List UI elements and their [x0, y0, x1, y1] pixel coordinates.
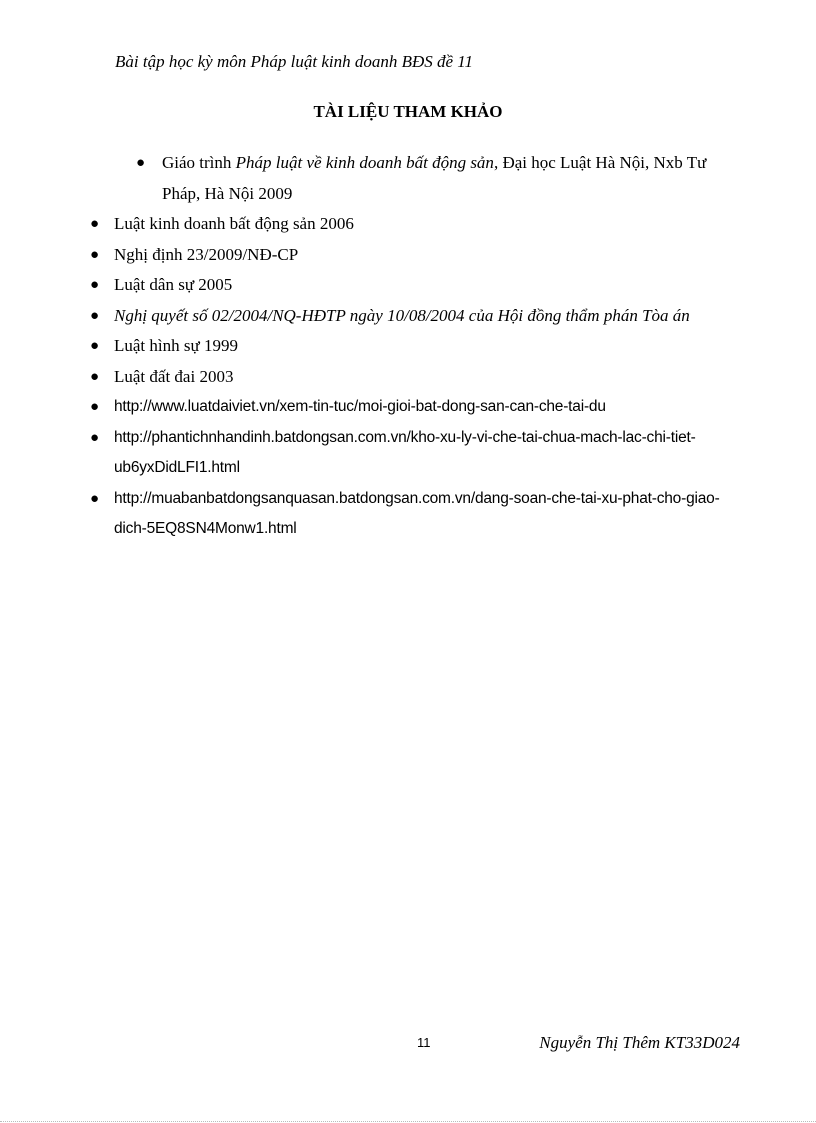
reference-text: Luật kinh doanh bất động sản 2006 [114, 214, 354, 233]
reference-item [88, 331, 748, 362]
bullet-icon: ● [136, 155, 146, 171]
reference-text: Nghị quyết số 02/2004/NQ-HĐTP ngày 10/08/2004 của Hội đồng thẩm phán Tòa án [114, 305, 690, 325]
page-number: 11 [417, 1035, 431, 1050]
reference-item [88, 301, 748, 332]
reference-item [88, 362, 748, 393]
bullet-icon: ● [90, 489, 99, 507]
bullet-icon: ● [90, 246, 100, 263]
reference-text: Giáo trình [162, 153, 236, 172]
reference-link[interactable]: http://phantichnhandinh.batdongsan.com.vn/kho-xu-ly-vi-che-tai-chua-mach-lac-chi-tiet-ub6yxDidLFI1.html [114, 428, 696, 476]
running-header: Bài tập học kỳ môn Pháp luật kinh doanh BĐS đề 11 [115, 52, 474, 71]
bullet-icon: ● [90, 307, 100, 324]
bullet-icon: ● [90, 368, 100, 385]
reference-item [88, 423, 748, 484]
bullet-icon: ● [90, 338, 100, 354]
reference-item [88, 240, 748, 271]
reference-link[interactable]: http://muabanbatdongsanquasan.batdongsan.com.vn/dang-soan-che-tai-xu-phat-cho-giao-dich-5EQ8SN4Monw1.html [114, 489, 720, 537]
bullet-icon: ● [90, 398, 99, 415]
reference-text: Luật đất đai 2003 [114, 366, 234, 386]
page-divider [0, 1121, 816, 1122]
section-title: TÀI LIỆU THAM KHẢO [313, 102, 503, 121]
bullet-icon: ● [90, 216, 100, 232]
reference-item [88, 392, 748, 423]
author-footer: Nguyễn Thị Thêm KT33D024 [539, 1033, 740, 1052]
reference-item [88, 270, 748, 301]
reference-item [88, 209, 748, 240]
reference-text: Luật hình sự 1999 [114, 336, 238, 355]
reference-item [88, 148, 748, 209]
reference-item [88, 484, 748, 545]
reference-text: Luật dân sự 2005 [114, 275, 233, 294]
reference-book-title: Pháp luật về kinh doanh bất động sản [235, 153, 494, 172]
bullet-icon: ● [90, 428, 99, 446]
reference-text: , Đại học Luật Hà Nội, Nxb Tư Pháp, Hà Nội 2009 [162, 153, 707, 203]
reference-link[interactable]: http://www.luatdaiviet.vn/xem-tin-tuc/moi-gioi-bat-dong-san-can-che-tai-du [114, 398, 606, 415]
reference-list [88, 148, 748, 545]
reference-text: Nghị định 23/2009/NĐ-CP [114, 244, 299, 264]
bullet-icon: ● [90, 277, 100, 293]
